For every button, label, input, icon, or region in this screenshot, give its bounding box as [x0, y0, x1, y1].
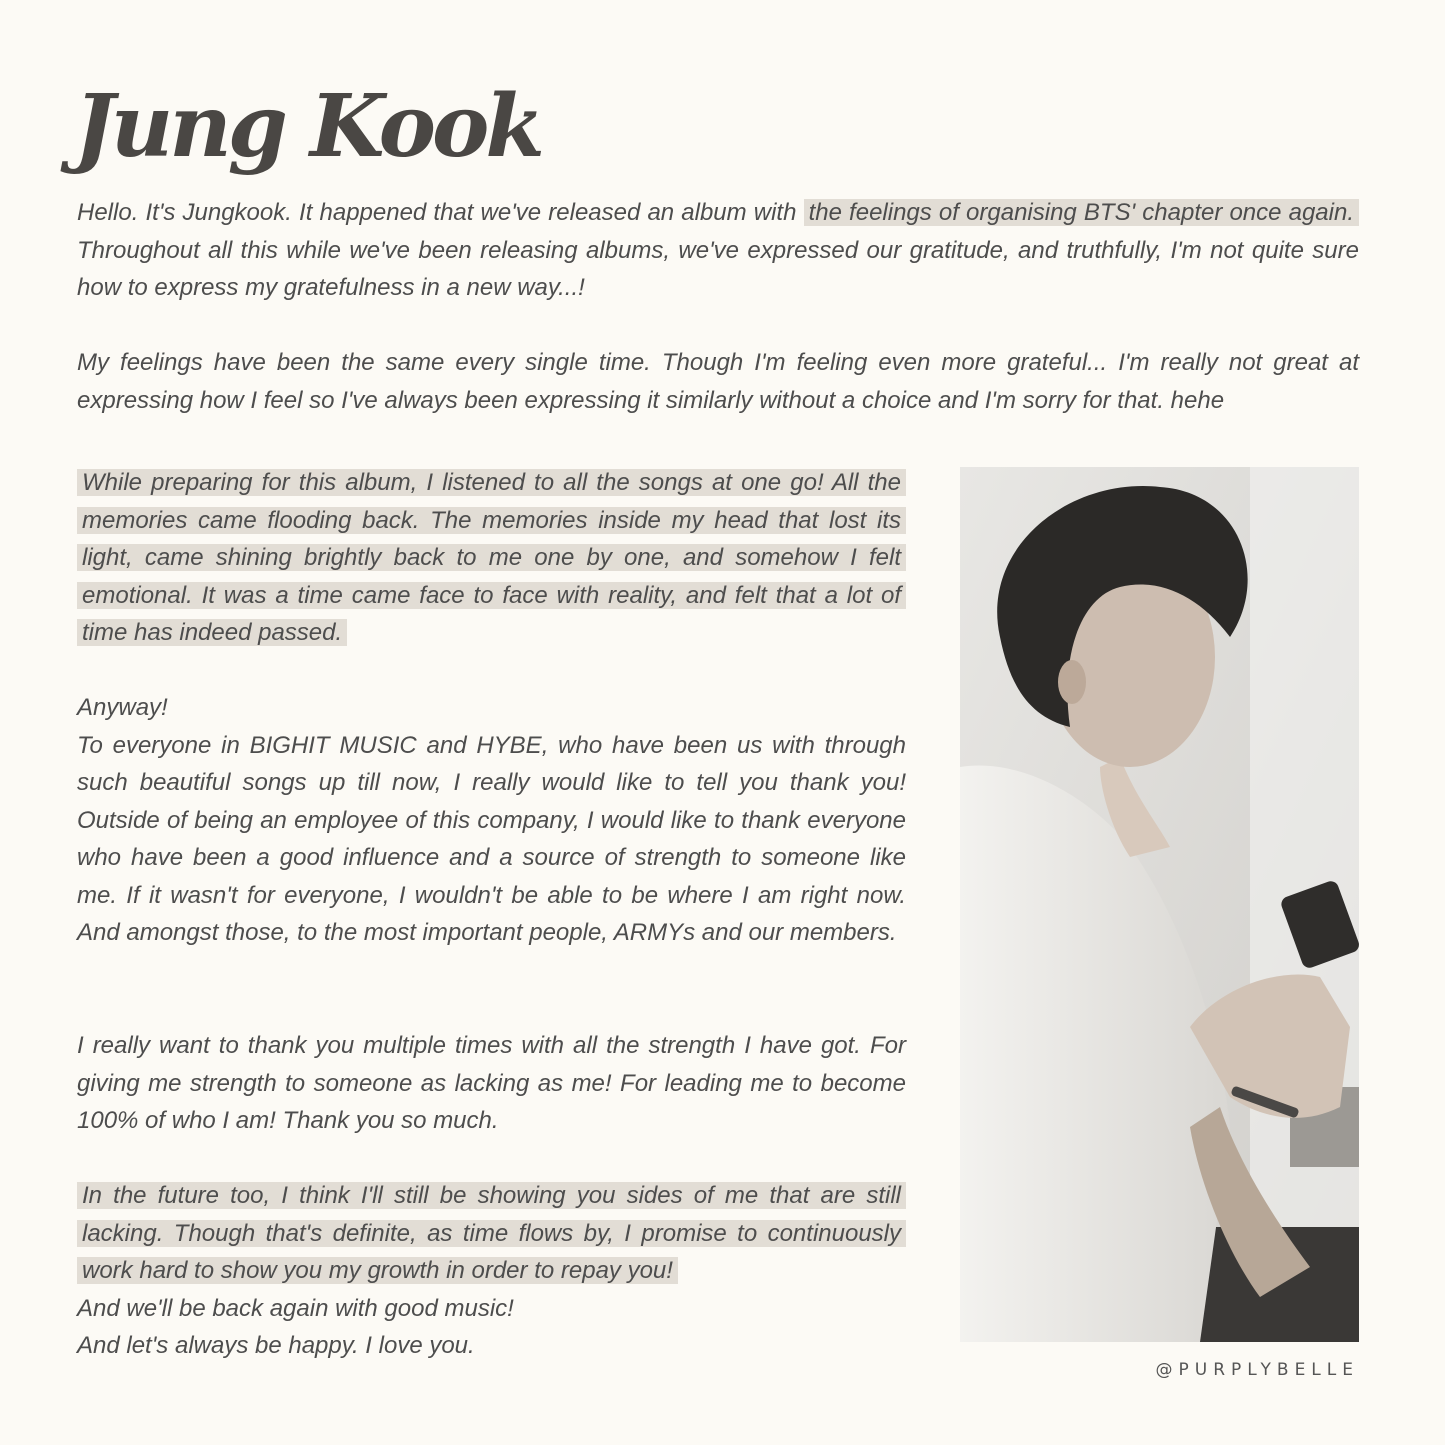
letter-intro [77, 194, 1359, 307]
intro-text-cont: Throughout all this while we've been releasing albums, we've expressed our gratitude, and truthfully, I'm not quite sure how to express my gratefulness in a new way...! [77, 236, 1359, 301]
back-again-line: And we'll be back again with good music! [77, 1294, 514, 1322]
letter-future [77, 1177, 906, 1365]
letter-preparing [77, 464, 906, 652]
happy-line: And let's always be happy. I love you. [77, 1332, 475, 1359]
watermark: @PURPLYBELLE [1155, 1360, 1359, 1380]
letter-thank: I really want to thank you multiple times with all the strength I have got. For giving me strength to someone as lacking as me! For leading me to become 100% of who I am! Thank you so much. [77, 1032, 906, 1134]
intro-highlight: the feelings of organising BTS' chapter once again. [804, 199, 1359, 226]
letter-anyway [77, 689, 906, 952]
letter-feelings: My feelings have been the same every single time. Though I'm feeling even more grateful... I'm really not great at expressing how I feel so I've always been expressing it similarly without a choice and I'm sorry for that. hehe [77, 349, 1359, 414]
future-highlight: In the future too, I think I'll still be showing you sides of me that are still lacking. Though that's definite, as time flows by, I promise to continuously work hard to show you my growth in order to repay you! [77, 1182, 906, 1284]
anyway-line: Anyway! [77, 694, 168, 721]
everyone-text: To everyone in BIGHIT MUSIC and HYBE, who have been us with through such beautiful songs up till now, I really would like to tell you thank you! Outside of being an employee of this company, I would like to thank everyone who have been a good influence and a source of strength to someone like me. If it wasn't for everyone, I wouldn't be able to be where I am right now. And amongst those, to the most important people, ARMYs and our members. [77, 731, 906, 946]
portrait-illustration [960, 467, 1359, 1342]
intro-text: Hello. It's Jungkook. It happened that we've released an album with [77, 199, 797, 226]
page-title: Jung Kook [74, 76, 541, 177]
portrait-photo [960, 467, 1359, 1342]
preparing-highlight: While preparing for this album, I listened to all the songs at one go! All the memories came flooding back. The memories inside my head that lost its light, came shining brightly back to me one by one, and somehow I felt emotional. It was a time came face to face with reality, and felt that a lot of time has indeed passed. [77, 469, 906, 646]
